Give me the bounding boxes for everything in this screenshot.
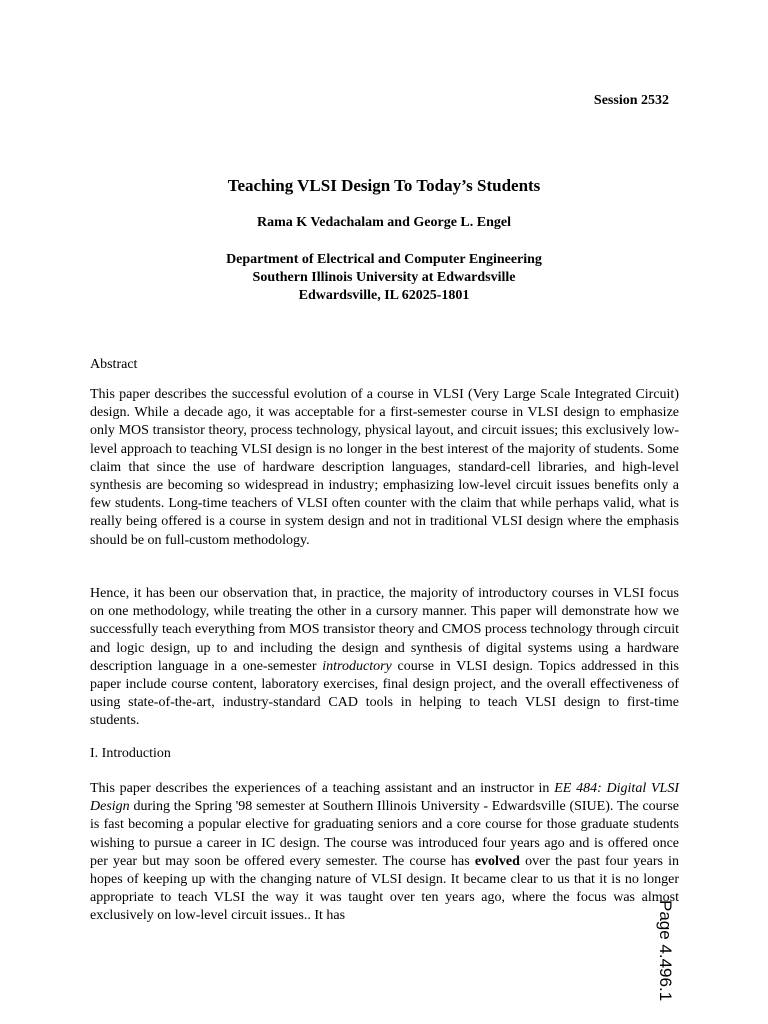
page-number: Page 4.496.1 [655,900,675,1002]
affiliation-department: Department of Electrical and Computer Engineering [226,252,542,267]
intro-text-c: over the past four years in hopes of keeping up with the changing nature of VLSI design. It became clear to us that it is no longer appropriate to teach VLSI the way it was taught over ten years ago, where the focus was almost exclusively on low-level circuit issues.. It has [90,853,679,924]
affiliation-address: Edwardsville, IL 62025-1801 [298,288,470,303]
abstract-heading: Abstract [90,357,138,372]
intro-course-name: EE 484: Digital VLSI Design [90,781,680,815]
abstract-p2-italic: introductory [322,658,392,674]
abstract-p2-text-a: Hence, it has been our observation that, in practice, the majority of introductory courses in VLSI focus on one methodology, while treating the other in a cursory manner. This paper will demonstrate how we successfully teach everything from MOS transistor theory and CMOS process technology through circuit and logic design, up to and including the design and synthesis of digital systems using a hardware description language in a one-semester [90,586,679,674]
intro-text-b: during the Spring '98 semester at Southern Illinois University - Edwardsville (SIUE). The course is fast becoming a popular elective for graduating seniors and a core course for those graduate students wishing to pursue a career in IC design. The course was introduced four years ago and is offered once per year but may soon be offered every semester. The course has [90,799,679,869]
session-number: Session 2532 [593,93,669,108]
abstract-p2-text-b: course in VLSI design. Topics addressed in this paper include course content, laboratory exercises, final design project, and the overall effectiveness of using state-of-the-art, industry-standard CAD tools in helping to teach VLSI design to first-time students. [90,658,680,729]
intro-bold-evolved: evolved [474,853,520,869]
abstract-paragraph-1: This paper describes the successful evolution of a course in VLSI (Very Large Scale Integrated Circuit) design. While a decade ago, it was acceptable for a first-semester course in VLSI design to emphasize only MOS transistor theory, process technology, physical layout, and circuit issues; this exclusively low-level approach to teaching VLSI design is no longer in the best interest of the majority of students. Some claim that since the use of hardware description languages, standard-cell libraries, and high-level synthesis are becoming so widespread in industry; emphasizing low-level circuit issues benefits only a few students. Long-time teachers of VLSI often counter with the claim that while perhaps valid, what is really being offered is a course in system design and not in traditional VLSI design where the emphasis should be on full-custom methodology. [90,387,679,548]
intro-heading: I. Introduction [90,746,171,761]
abstract-paragraph-2 [90,585,679,731]
authors: Rama K Vedachalam and George L. Engel [257,215,511,230]
paper-title: Teaching VLSI Design To Today’s Students [227,176,541,195]
affiliation [0,251,768,305]
intro-text-a: This paper describes the experiences of a teaching assistant and an instructor in [90,781,555,796]
intro-paragraph [90,780,679,926]
affiliation-university: Southern Illinois University at Edwardsville [252,270,516,285]
